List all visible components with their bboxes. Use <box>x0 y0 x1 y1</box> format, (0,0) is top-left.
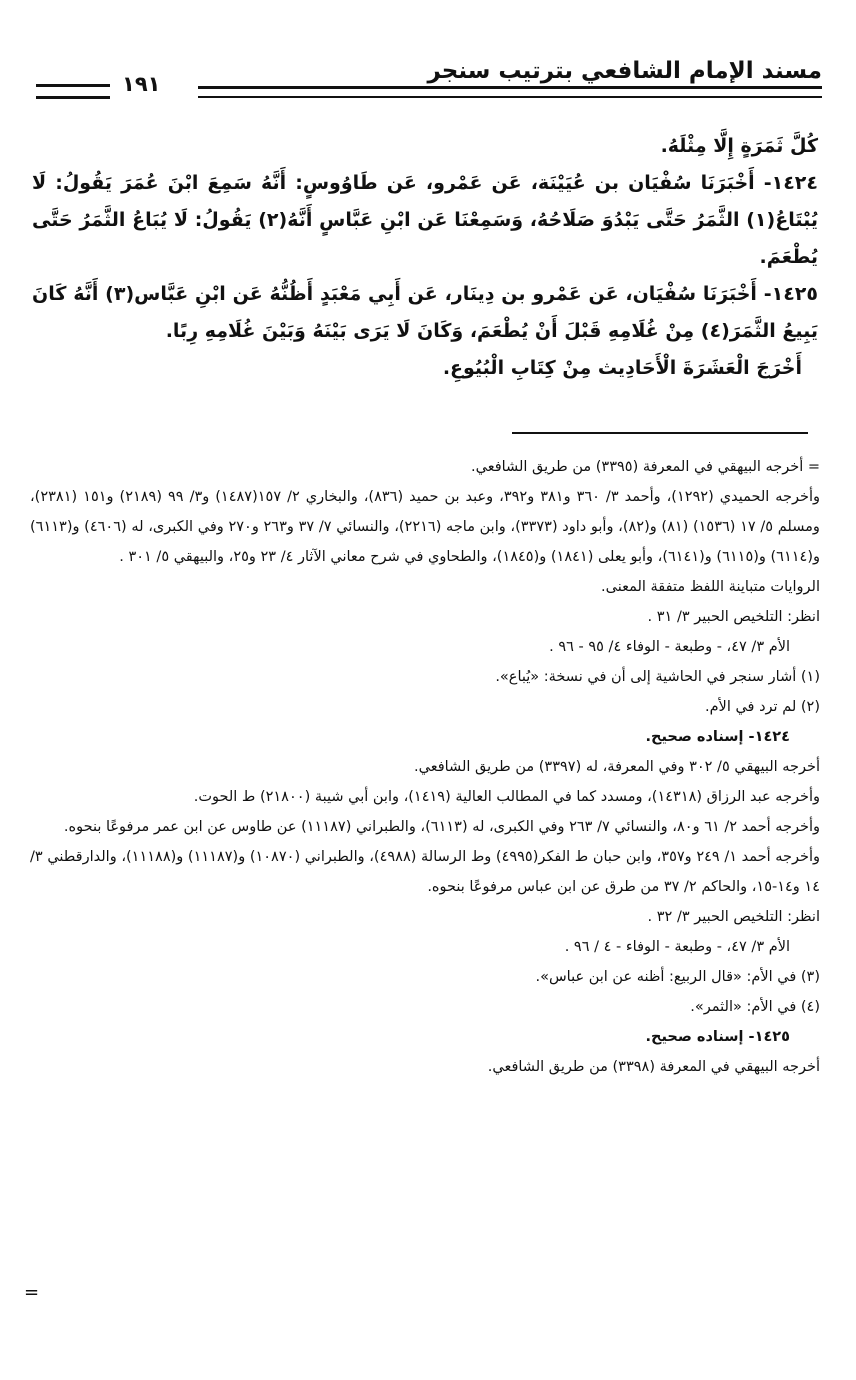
main-text <box>32 128 818 387</box>
footnote-line: وأخرجه أحمد ٢/ ٦١ و٨٠، والنسائي ٧/ ٢٦٣ وفي الكبرى، له (٦١١٣)، والطبراني (١١١٨٧) عن طاوس عن ابن عمر مرفوعًا بنحوه. <box>63 819 820 835</box>
footnote-line: الروايات متباينة اللفظ متفقة المعنى. <box>601 579 820 595</box>
running-title: مسند الإمام الشافعي بترتيب سنجر <box>427 58 822 84</box>
footnote-line: الأم ٣/ ٤٧، - وطبعة - الوفاء - ٤ / ٩٦ . <box>564 939 790 955</box>
footnote-4: (٤) في الأم: «الثمر». <box>690 999 820 1015</box>
footnote-rule <box>512 432 808 434</box>
footnote-line: الأم ٣/ ٤٧، - وطبعة - الوفاء ٤/ ٩٥ - ٩٦ . <box>549 639 790 655</box>
footnote-line: = أخرجه البيهقي في المعرفة (٣٣٩٥) من طريق الشافعي. <box>471 459 820 475</box>
continuation-mark: = <box>24 1282 40 1303</box>
footnote-2: (٢) لم ترد في الأم. <box>704 699 820 715</box>
footnote-line: انظر: التلخيص الحبير ٣/ ٣١ . <box>647 609 820 625</box>
footnote-3: (٣) في الأم: «قال الربيع: أظنه عن ابن عباس». <box>535 969 820 985</box>
hadith-1425: ١٤٢٥- أَخْبَرَنَا سُفْيَان، عَن عَمْرو بن دِينَار، عَن أَبِي مَعْبَدٍ أَظُنُّهُ عَن ابْنِ عَبَّاس(٣) أَنَّهُ كَانَ يَبِيعُ الثَّمَرَ(٤) مِنْ غُلَامِهِ قَبْلَ أَنْ يُطْعَمَ، وَكَانَ لَا يَرَى بَيْنَهُ وَبَيْنَ غُلَامِهِ رِبًا. <box>32 283 818 342</box>
footnote-1: (١) أشار سنجر في الحاشية إلى أن في نسخة: «يُباع». <box>495 669 820 685</box>
note-heading-1424: ١٤٢٤- إسناده صحيح. <box>645 729 790 745</box>
hadith-1424: ١٤٢٤- أَخْبَرَنَا سُفْيَان بن عُيَيْنَة، عَن عَمْرو، عَن طَاوُوسٍ: أَنَّهُ سَمِعَ ابْنَ عُمَرَ يَقُولُ: لَا يُبْتَاعُ(١) الثَّمَرُ حَتَّى يَبْدُوَ صَلَاحُهُ، وَسَمِعْنَا عَن ابْنِ عَبَّاسٍ أَنَّهُ(٢) يَقُولُ: لَا يُبَاعُ الثَّمَرُ حَتَّى يُطْعَمَ. <box>32 172 818 268</box>
footnotes <box>30 452 820 1082</box>
footnote-line: وأخرجه أحمد ١/ ٢٤٩ و٣٥٧، وابن حبان ط الفكر(٤٩٩٥) وط الرسالة (٤٩٨٨)، والطبراني (١٠٨٧٠) و(١١١٨٧) و(١١١٨٨)، والدارقطني ٣/ ١٤ و١٤-١٥، والحاكم ٢/ ٣٧ من طرق عن ابن عباس مرفوعًا بنحوه. <box>30 849 820 895</box>
footnote-line: أخرجه البيهقي في المعرفة (٣٣٩٨) من طريق الشافعي. <box>487 1059 820 1075</box>
footnote-line: انظر: التلخيص الحبير ٣/ ٣٢ . <box>647 909 820 925</box>
text-fragment: كُلَّ ثَمَرَةٍ إِلَّا مِثْلَهُ. <box>660 135 818 157</box>
header-rule-short <box>36 84 110 99</box>
note-heading-1425: ١٤٢٥- إسناده صحيح. <box>645 1029 790 1045</box>
section-closing: أَخْرَجَ الْعَشَرَةَ الْأَحَادِيث مِنْ كِتَابِ الْبُيُوعِ. <box>442 357 802 379</box>
page-number: ١٩١ <box>122 72 161 96</box>
footnote-line: أخرجه البيهقي ٥/ ٣٠٢ وفي المعرفة، له (٣٣٩٧) من طريق الشافعي. <box>414 759 820 775</box>
footnote-line: وأخرجه الحميدي (١٢٩٢)، وأحمد ٣/ ٣٦٠ و٣٨١ و٣٩٢، وعبد بن حميد (٨٣٦)، والبخاري ٢/ ١٥٧(١٤٨٧) و٣/ ٩٩ (٢١٨٩) و١٥١ (٢٣٨١)، ومسلم ٥/ ١٧ (١٥٣٦) (٨١) و(٨٢)، وأبو داود (٣٣٧٣)، وابن ماجه (٢٢١٦)، والنسائي ٧/ ٣٧ و٢٦٣ و٢٧٠ وفي الكبرى، له (٤٦٠٦) و(٦١١٣) و(٦١١٤) و(٦١١٥) و(٦١٤١)، وأبو يعلى (١٨٤١) و(١٨٤٥)، والطحاوي في شرح معاني الآثار ٤/ ٢٣ و٢٥، والبيهقي ٥/ ٣٠١ . <box>30 489 820 565</box>
footnote-line: وأخرجه عبد الرزاق (١٤٣١٨)، ومسدد كما في المطالب العالية (١٤١٩)، وابن أبي شيبة (٢١٨٠٠) ط الحوت. <box>193 789 820 805</box>
header-rule <box>198 86 822 98</box>
page-header <box>30 50 822 110</box>
